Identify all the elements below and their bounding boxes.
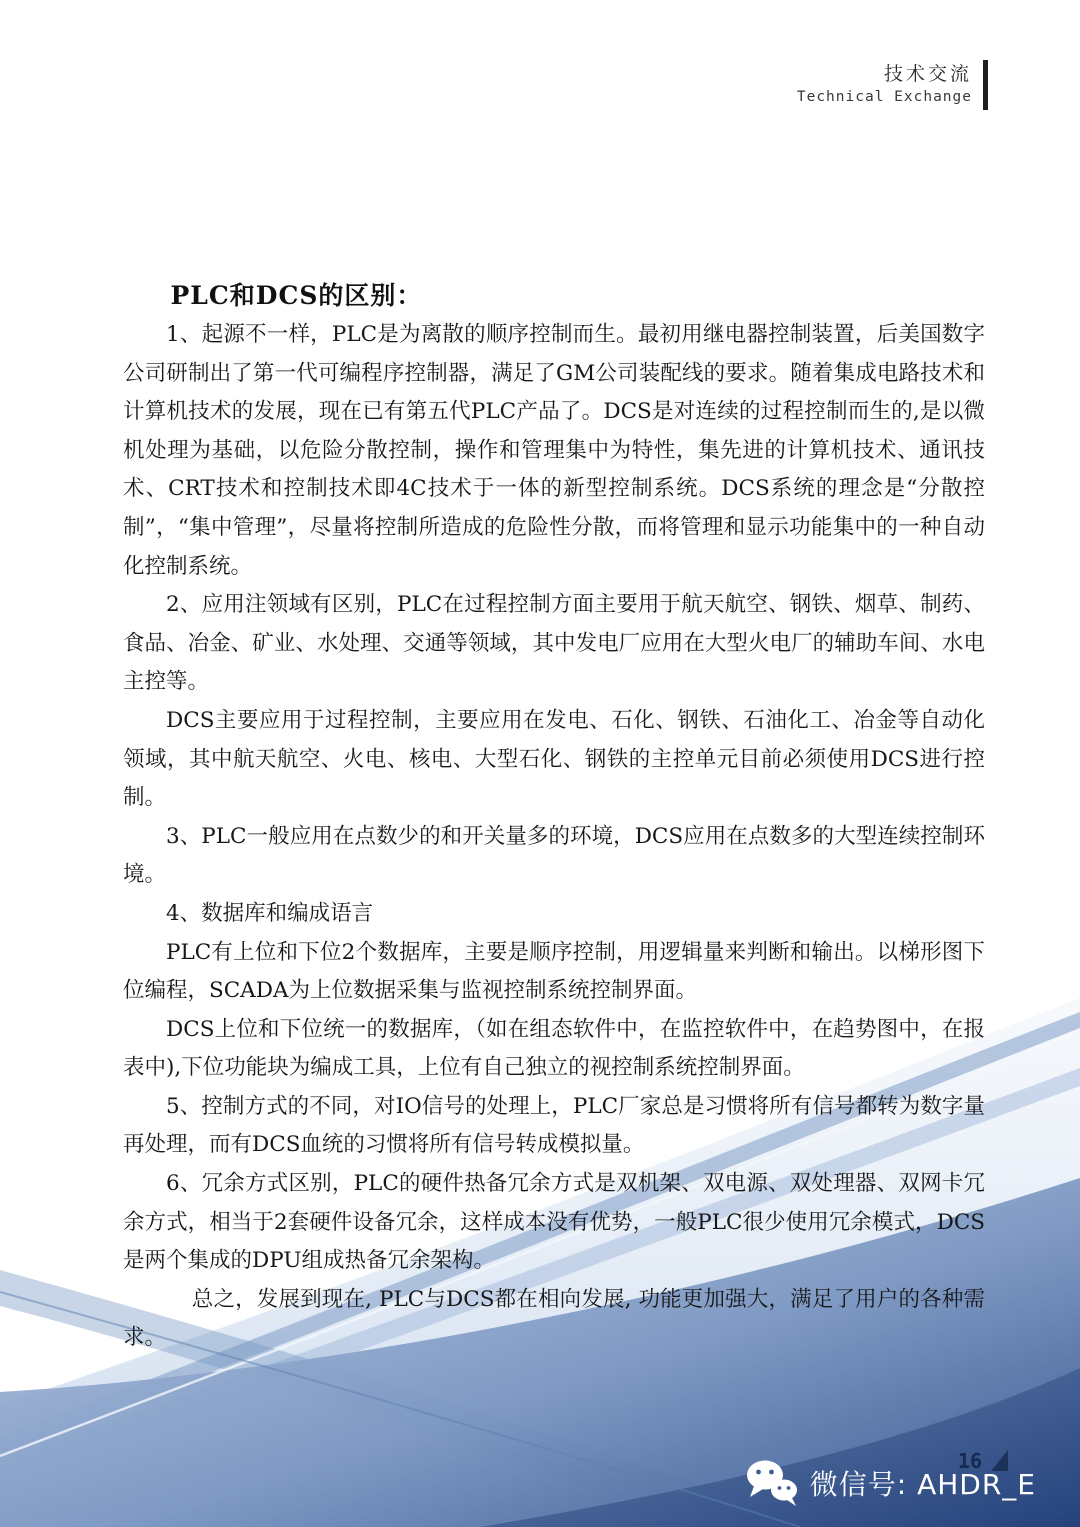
header-rule bbox=[983, 60, 988, 110]
paragraph: DCS上位和下位统一的数据库，（如在组态软件中，在监控软件中，在趋势图中，在报表中),下位功能块为编成工具，上位有自己独立的视控制系统控制界面。 bbox=[123, 1016, 985, 1081]
page-header bbox=[797, 60, 988, 110]
article-body bbox=[123, 316, 985, 1358]
wechat-icon bbox=[744, 1459, 800, 1507]
paragraph: 总之，发展到现在, PLC与DCS都在相向发展, 功能更加强大，满足了用户的各种需求。 bbox=[123, 1286, 985, 1351]
header-text bbox=[797, 65, 972, 105]
wechat-label: 微信号: AHDR_E bbox=[809, 1468, 1036, 1501]
paragraph: 2、应用注领域有区别，PLC在过程控制方面主要用于航天航空、钢铁、烟草、制药、食品、冶金、矿业、水处理、交通等领域，其中发电厂应用在大型火电厂的辅助车间、水电主控等。 bbox=[123, 592, 985, 695]
article-title: PLC和DCS的区别： bbox=[170, 281, 423, 310]
paragraph: 3、PLC一般应用在点数少的和开关量多的环境，DCS应用在点数多的大型连续控制环境。 bbox=[123, 823, 985, 888]
wechat-banner bbox=[744, 1459, 1036, 1507]
paragraph: 6、冗余方式区别，PLC的硬件热备冗余方式是双机架、双电源、双处理器、双网卡冗余方式，相当于2套硬件设备冗余，这样成本没有优势，一般PLC很少使用冗余模式，DCS是两个集成的DPU组成热备冗余架构。 bbox=[123, 1171, 985, 1274]
paragraph: 5、控制方式的不同，对IO信号的处理上，PLC厂家总是习惯将所有信号都转为数字量再处理，而有DCS血统的习惯将所有信号转成模拟量。 bbox=[123, 1093, 985, 1158]
paragraph: DCS主要应用于过程控制，主要应用在发电、石化、钢铁、石油化工、冶金等自动化领域，其中航天航空、火电、核电、大型石化、钢铁的主控单元目前必须使用DCS进行控制。 bbox=[123, 707, 985, 811]
paragraph: PLC有上位和下位2个数据库，主要是顺序控制，用逻辑量来判断和输出。以梯形图下位编程，SCADA为上位数据采集与监视控制系统控制界面。 bbox=[123, 939, 985, 1004]
article bbox=[123, 276, 985, 1358]
paragraph: 1、起源不一样，PLC是为离散的顺序控制而生。最初用继电器控制装置，后美国数字公司研制出了第一代可编程序控制器，满足了GM公司装配线的要求。随着集成电路技术和计算机技术的发展，现在已有第五代PLC产品了。DCS是对连续的过程控制而生的,是以微机处理为基础，以危险分散控制，操作和管理集中为特性，集先进的计算机技术、通讯技术、CRT技术和控制技术即4C技术于一体的新型控制系统。DCS系统的理念是“分散控制”，“集中管理”，尽量将控制所造成的危险性分散，而将管理和显示功能集中的一种自动化控制系统。 bbox=[123, 322, 985, 579]
page-number: 16 bbox=[957, 1449, 982, 1473]
header-title-en: Technical Exchange bbox=[796, 89, 972, 106]
header-title-cn: 技术交流 bbox=[883, 63, 972, 86]
paragraph: 4、数据库和编成语言 bbox=[166, 900, 374, 926]
